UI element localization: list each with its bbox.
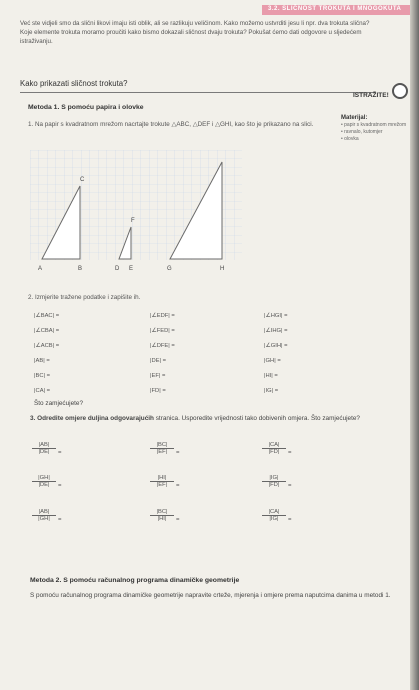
measure-cell: |FD| = (150, 388, 166, 394)
materials-title: Materijal: (341, 115, 368, 121)
measure-cell: |GH| = (264, 358, 281, 364)
equals-sign: = (288, 483, 292, 489)
measure-cell: |∠CBA| = (34, 328, 60, 334)
title-divider (20, 92, 376, 93)
ratio-fraction: $\frac{|CA|}{|FD|}$ (262, 442, 286, 455)
measure-cell: |∠HGI| = (264, 313, 288, 319)
material-item: • papir s kvadratnom mrežom (341, 122, 407, 128)
vertex-label-d: D (115, 266, 120, 272)
material-item: • ravnalo, kutomjer (341, 129, 383, 135)
equals-sign: = (58, 517, 62, 523)
equals-sign: = (176, 517, 180, 523)
measure-cell: |CA| = (34, 388, 51, 394)
measure-cell: |AB| = (34, 358, 50, 364)
ratio-fraction: $\frac{|IG|}{|FD|}$ (262, 475, 286, 488)
equals-sign: = (176, 450, 180, 456)
measure-cell: |∠DFE| = (150, 343, 175, 349)
vertex-label-b: B (78, 266, 83, 272)
measure-cell: |∠FED| = (150, 328, 175, 334)
measure-cell: |∠EDF| = (150, 313, 175, 319)
istrazite-ring-icon (392, 83, 408, 99)
measure-cell: |∠IHG| = (264, 328, 288, 334)
measure-cell: |DE| = (150, 358, 167, 364)
page-edge-shadow (410, 0, 419, 690)
method1-title: Metoda 1. S pomoću papira i olovke (28, 104, 144, 111)
vertex-label-f: F (131, 218, 135, 224)
measure-cell: |∠BAC| = (34, 313, 60, 319)
vertex-label-h: H (220, 266, 225, 272)
equals-sign: = (58, 483, 62, 489)
ratio-fraction: $\frac{|HI|}{|EF|}$ (150, 475, 174, 488)
measure-cell: |∠ACB| = (34, 343, 60, 349)
vertex-label-g: G (167, 266, 172, 272)
method2-title: Metoda 2. S pomoću računalnog programa dinamičke geometrije (30, 577, 240, 584)
task1-text: 1. Na papir s kvadratnom mrežom nacrtajte trokute △ABC, △DEF i △GHI, kao što je prikazano na slici. (28, 121, 314, 128)
intro-paragraph: Već ste vidjeli smo da slični likovi imaju isti oblik, ali se razlikuju veličinom. Kako možemo ustvrditi jesu li npr. dva trokuta slična? Koje elemente trokuta moramo proučiti kako bismo dokazali sličnost dvaju trokuta? Pokušat ćemo dati odgovore u sljedećem istraživanju. (20, 20, 370, 46)
vertex-label-a: A (38, 266, 43, 272)
task3-rest: stranica. Usporedite vrijednosti tako dobivenih omjera. Što zamjećujete? (153, 415, 360, 422)
task3-emphasis: odgovarajućih (110, 415, 154, 422)
measure-cell: |∠GIH| = (264, 343, 288, 349)
vertex-label-c: C (80, 177, 85, 183)
measure-cell: |EF| = (150, 373, 166, 379)
material-item: • olovka (341, 136, 359, 142)
measure-cell: |HI| = (264, 373, 278, 379)
section-header-label: 3.2. SLIČNOST TROKUTA I MNOGOKUTA (268, 6, 402, 12)
equals-sign: = (288, 517, 292, 523)
materials-box (341, 115, 407, 143)
task3-lead: 3. Odredite omjere duljina (30, 415, 111, 422)
task2-text: 2. Izmjerite tražene podatke i zapišite ih. (28, 294, 141, 301)
task3-text (30, 414, 400, 423)
ratio-fraction: $\frac{|CA|}{|IG|}$ (262, 509, 286, 522)
vertex-label-e: E (129, 266, 134, 272)
ratio-fraction: $\frac{|GH|}{|DE|}$ (32, 475, 56, 488)
equals-sign: = (58, 450, 62, 456)
ratio-fraction: $\frac{|AB|}{|GH|}$ (32, 509, 56, 522)
ratio-fraction: $\frac{|BC|}{|HI|}$ (150, 509, 174, 522)
ratio-fraction: $\frac{|AB|}{|DE|}$ (32, 442, 56, 455)
ratio-fraction: $\frac{|BC|}{|EF|}$ (150, 442, 174, 455)
istrazite-label: ISTRAŽITE! (353, 92, 389, 99)
notice-text: Što zamjećujete? (34, 400, 84, 407)
method2-text: S pomoću računalnog programa dinamičke geometrije napravite crteže, mjerenja i omjere prema naputcima danima u metodi 1. (30, 592, 391, 599)
measure-cell: |BC| = (34, 373, 51, 379)
measure-cell: |IG| = (264, 388, 279, 394)
triangles-figure (30, 150, 242, 276)
equals-sign: = (288, 450, 292, 456)
equals-sign: = (176, 483, 180, 489)
question-title: Kako prikazati sličnost trokuta? (20, 79, 128, 88)
